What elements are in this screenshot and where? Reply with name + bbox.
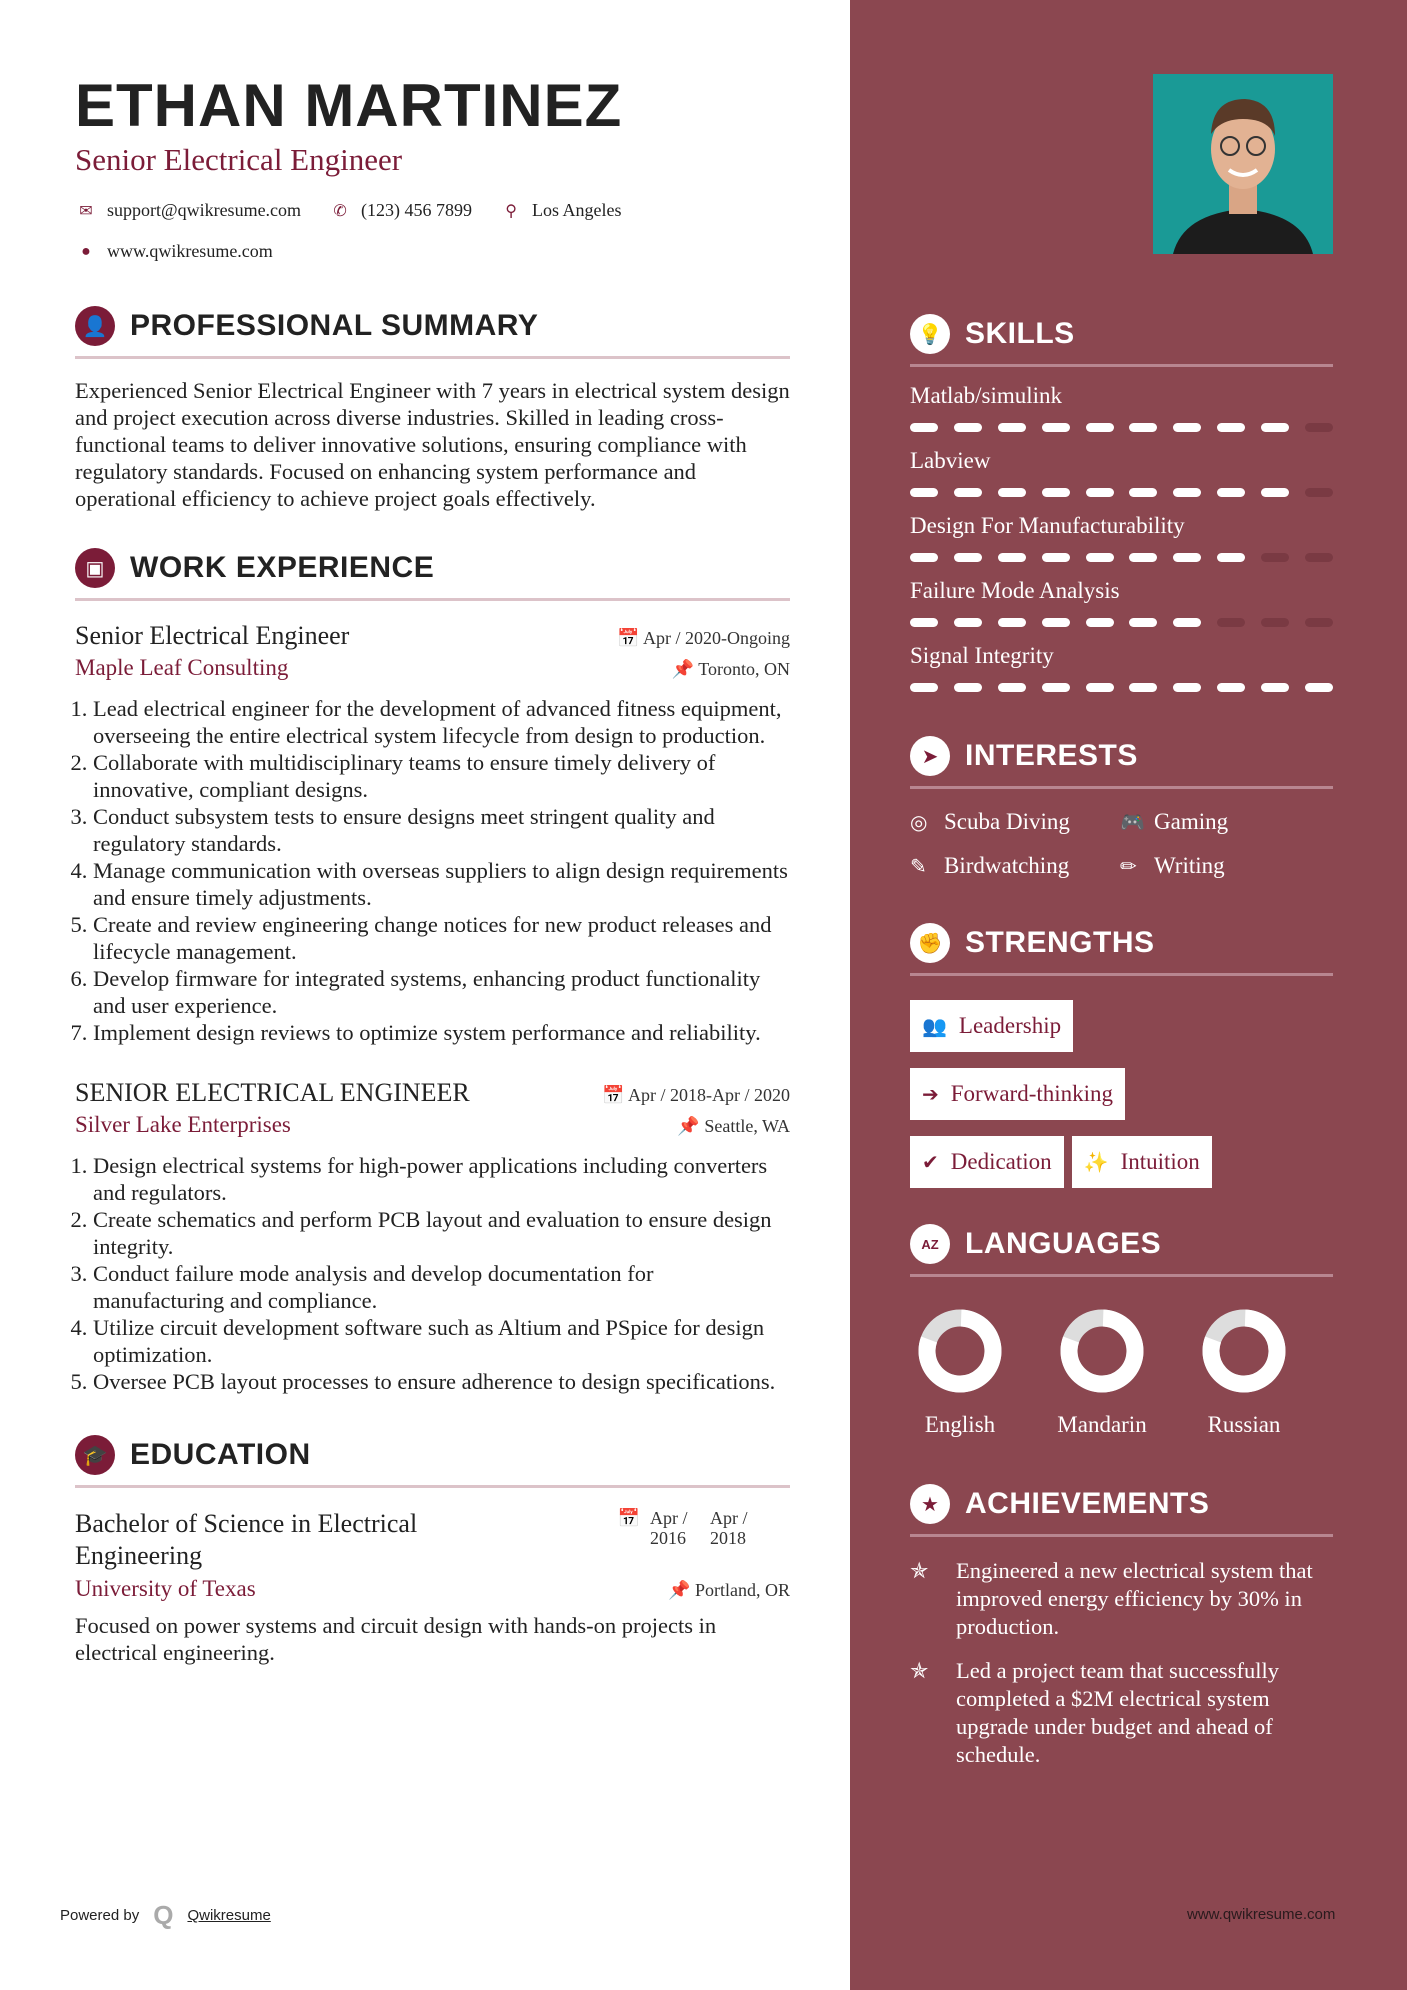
skill-name: Failure Mode Analysis	[910, 578, 1120, 603]
star-icon: ✯	[910, 1658, 929, 1683]
list-item: 4. Manage communication with overseas suppliers to align design requirements and ensure timely adjustments.	[93, 857, 790, 911]
achievement-item	[910, 1557, 1333, 1641]
list-item: 2. Collaborate with multidisciplinary teams to ensure timely delivery of innovative, compliant designs.	[93, 749, 790, 803]
education-dates	[618, 1508, 760, 1548]
list-item: 5. Create and review engineering change notices for new product releases and lifecycle management.	[93, 911, 790, 965]
skill-dash-filled	[1129, 553, 1157, 562]
skill-dash-filled	[954, 488, 982, 497]
list-item: 2. Create schematics and perform PCB layout and evaluation to ensure design integrity.	[93, 1206, 790, 1260]
skill-dash-filled	[910, 488, 938, 497]
list-item: 3. Conduct subsystem tests to ensure designs meet stringent quality and regulatory standards.	[93, 803, 790, 857]
skill-dash-empty	[1305, 488, 1333, 497]
skill-dash-filled	[1086, 553, 1114, 562]
interest-label: Birdwatching	[944, 853, 1070, 878]
skill-dash-filled	[954, 618, 982, 627]
map-marker-icon: ⚲	[505, 202, 517, 220]
skill-dash-filled	[998, 488, 1026, 497]
footer-website[interactable]: www.qwikresume.com	[1187, 1906, 1336, 1923]
skill-item	[910, 383, 1333, 432]
section-title: STRENGTHS	[965, 926, 1155, 959]
responsibilities	[75, 695, 790, 1046]
job-location	[677, 1116, 790, 1137]
skill-level-bar	[910, 553, 1333, 562]
skill-dash-filled	[998, 618, 1026, 627]
education-location	[668, 1580, 790, 1601]
language-donut	[1060, 1309, 1144, 1393]
skill-dash-filled	[998, 683, 1026, 692]
interest-item	[910, 809, 1120, 835]
skill-level-bar	[910, 618, 1333, 627]
date-text: Apr / 2018-Apr / 2020	[628, 1085, 790, 1105]
skill-dash-empty	[1305, 423, 1333, 432]
job-title: Senior Electrical Engineer	[75, 621, 350, 650]
skill-dash-filled	[1261, 488, 1289, 497]
person-photo-icon	[1153, 74, 1333, 254]
skill-dash-filled	[1261, 423, 1289, 432]
location-text: Portland, OR	[694, 1580, 790, 1600]
skill-name: Design For Manufacturability	[910, 513, 1185, 538]
skill-item	[910, 578, 1333, 627]
skill-dash-filled	[1173, 488, 1201, 497]
skill-dash-filled	[1217, 553, 1245, 562]
language-item	[1057, 1309, 1147, 1438]
language-name: Russian	[1207, 1412, 1281, 1437]
strengths-heading	[910, 923, 1333, 976]
skill-dash-filled	[954, 553, 982, 562]
skill-name: Signal Integrity	[910, 643, 1054, 668]
skill-item	[910, 643, 1333, 692]
location-text: Toronto, ON	[698, 659, 790, 679]
skill-dash-filled	[1129, 683, 1157, 692]
skill-dash-empty	[1305, 618, 1333, 627]
job-dates	[617, 628, 790, 649]
education-description: Focused on power systems and circuit design with hands-on projects in electrical engineering.	[75, 1613, 717, 1665]
job-title: Senior Electrical Engineer	[75, 142, 403, 177]
skill-dash-filled	[1042, 618, 1070, 627]
phone-icon: ✆	[333, 202, 347, 220]
interest-item	[1120, 809, 1320, 835]
calendar-icon: 📅	[617, 628, 643, 648]
section-title: WORK EXPERIENCE	[130, 551, 435, 584]
candidate-name: ETHAN MARTINEZ	[75, 72, 623, 139]
strength-tag	[1072, 1136, 1212, 1188]
website[interactable]: www.qwikresume.com	[107, 241, 273, 261]
contact-row	[75, 200, 790, 221]
education-entry	[75, 1508, 790, 1666]
interest-label: Scuba Diving	[944, 809, 1070, 834]
interest-item	[1120, 853, 1320, 879]
arrow-right-icon: ➔	[922, 1083, 939, 1106]
responsibilities	[75, 1152, 790, 1395]
skill-dash-filled	[1129, 423, 1157, 432]
strength-label: Intuition	[1120, 1149, 1200, 1174]
skill-dash-filled	[1217, 683, 1245, 692]
star-icon: ✯	[910, 1558, 929, 1583]
skills-heading	[910, 314, 1333, 367]
strength-label: Forward-thinking	[950, 1081, 1114, 1106]
company: Maple Leaf Consulting	[75, 655, 289, 680]
skill-dash-filled	[1042, 683, 1070, 692]
calendar-icon: 📅	[602, 1085, 629, 1105]
skill-dash-filled	[954, 683, 982, 692]
list-item: 1. Lead electrical engineer for the development of advanced fitness equipment, overseeing the entire electrical system lifecycle from design to production.	[93, 695, 790, 749]
skill-dash-filled	[910, 683, 938, 692]
skill-dash-filled	[910, 423, 938, 432]
pin-icon: 📌	[671, 659, 699, 679]
skill-dash-filled	[1042, 423, 1070, 432]
life-ring-icon: ◎	[910, 812, 928, 834]
envelope-icon: ✉	[79, 202, 93, 220]
job-entry	[75, 621, 790, 1046]
languages-heading	[910, 1224, 1333, 1277]
language-name: Mandarin	[1057, 1412, 1147, 1437]
qwikresume-logo-icon: Q	[153, 1900, 174, 1930]
fist-icon: ✊	[910, 923, 950, 963]
skill-dash-empty	[1217, 618, 1245, 627]
summary-text: Experienced Senior Electrical Engineer with 7 years in electrical system design and project execution across diverse industries. Skilled in leading cross-functional teams to deliver innovative solutions, ensuring compliance with regulatory standards. Focused on enhancing system performance and operational efficiency to achieve project goals effectively.	[75, 378, 790, 511]
list-item: 6. Develop firmware for integrated systems, enhancing product functionality and user experience.	[93, 965, 790, 1019]
skill-dash-filled	[1217, 488, 1245, 497]
calendar-icon: 📅	[617, 1508, 640, 1528]
email[interactable]: support@qwikresume.com	[107, 200, 302, 220]
skill-dash-filled	[1305, 683, 1333, 692]
section-title: INTERESTS	[965, 739, 1138, 772]
skill-dash-empty	[1261, 553, 1289, 562]
skill-dash-empty	[1261, 618, 1289, 627]
school: University of Texas	[75, 1576, 256, 1601]
language-item	[1202, 1309, 1286, 1438]
magic-wand-icon: ✨	[1083, 1151, 1109, 1174]
achievements-heading	[910, 1484, 1333, 1537]
job-dates	[602, 1085, 790, 1106]
strength-label: Dedication	[950, 1149, 1052, 1174]
degree: Bachelor of Science in Electrical Engineering	[75, 1509, 418, 1570]
strength-tag	[910, 1000, 1073, 1052]
interest-item	[910, 853, 1120, 879]
user-icon: 👤	[75, 306, 115, 346]
skill-item	[910, 513, 1333, 562]
interest-label: Writing	[1154, 853, 1225, 878]
language-item	[918, 1309, 1002, 1438]
graduation-icon: 🎓	[75, 1435, 115, 1475]
list-item: 7. Implement design reviews to optimize system performance and reliability.	[93, 1019, 790, 1046]
language-name: English	[924, 1412, 996, 1437]
globe-icon: ●	[81, 242, 91, 260]
edit-icon: ✎	[910, 856, 927, 878]
strength-label: Leadership	[958, 1013, 1062, 1038]
location: Los Angeles	[532, 200, 622, 220]
skill-dash-filled	[910, 618, 938, 627]
language-donut	[918, 1309, 1002, 1393]
skill-dash-filled	[1173, 618, 1201, 627]
section-title: ACHIEVEMENTS	[965, 1487, 1210, 1520]
skill-dash-filled	[1173, 553, 1201, 562]
company: Silver Lake Enterprises	[75, 1112, 291, 1137]
paper-plane-icon: ➤	[910, 736, 950, 776]
check-circle-icon: ✔	[922, 1151, 939, 1174]
skill-dash-filled	[998, 423, 1026, 432]
achievement-text: Engineered a new electrical system that improved energy efficiency by 30% in production.	[956, 1558, 1313, 1639]
language-icon: AZ	[910, 1224, 950, 1264]
strength-tag	[910, 1136, 1064, 1188]
sidebar	[850, 0, 1407, 1990]
achievement-text: Led a project team that successfully completed a $2M electrical system upgrade under budget and ahead of schedule.	[956, 1658, 1279, 1767]
skill-dash-filled	[954, 423, 982, 432]
skill-dash-filled	[1086, 683, 1114, 692]
skill-name: Labview	[910, 448, 991, 473]
job-title: SENIOR ELECTRICAL ENGINEER	[75, 1078, 470, 1107]
list-item: 3. Conduct failure mode analysis and develop documentation for manufacturing and compliance.	[93, 1260, 790, 1314]
summary-heading	[75, 306, 790, 359]
skill-level-bar	[910, 488, 1333, 497]
strength-tag	[910, 1068, 1125, 1120]
skill-name: Matlab/simulink	[910, 383, 1063, 408]
list-item: 4. Utilize circuit development software such as Altium and PSpice for design optimization.	[93, 1314, 790, 1368]
skill-dash-filled	[1217, 423, 1245, 432]
skill-item	[910, 448, 1333, 497]
skill-level-bar	[910, 423, 1333, 432]
pin-icon: 📌	[677, 1116, 705, 1136]
brand-link[interactable]: Qwikresume	[187, 1907, 271, 1924]
interests-heading	[910, 736, 1333, 789]
skill-dash-filled	[998, 553, 1026, 562]
job-entry	[75, 1078, 790, 1395]
skill-dash-filled	[1086, 488, 1114, 497]
section-title: PROFESSIONAL SUMMARY	[130, 309, 539, 342]
end-date: Apr / 2018	[710, 1508, 748, 1548]
phone: (123) 456 7899	[361, 200, 473, 220]
pencil-icon: ✏	[1120, 856, 1137, 878]
website-row	[75, 241, 790, 262]
profile-photo	[1153, 74, 1333, 254]
footer-left	[60, 1900, 271, 1931]
list-item: 5. Oversee PCB layout processes to ensure adherence to design specifications.	[93, 1368, 790, 1395]
skill-dash-filled	[1086, 423, 1114, 432]
skill-dash-filled	[1086, 618, 1114, 627]
education-heading	[75, 1435, 790, 1488]
location-text: Seattle, WA	[704, 1116, 790, 1136]
start-date: Apr / 2016	[650, 1508, 688, 1548]
briefcase-icon: ▣	[75, 548, 115, 588]
language-donut	[1202, 1309, 1286, 1393]
skill-dash-filled	[1042, 488, 1070, 497]
users-icon: 👥	[922, 1015, 947, 1038]
skill-dash-filled	[910, 553, 938, 562]
gamepad-icon: 🎮	[1120, 812, 1145, 834]
skill-dash-filled	[1129, 618, 1157, 627]
interest-label: Gaming	[1154, 809, 1229, 834]
achievement-item	[910, 1657, 1333, 1769]
lightbulb-icon: 💡	[910, 314, 950, 354]
skill-dash-filled	[1261, 683, 1289, 692]
skill-dash-filled	[1129, 488, 1157, 497]
powered-by: Powered by	[60, 1907, 140, 1924]
skill-dash-filled	[1042, 553, 1070, 562]
skill-dash-empty	[1305, 553, 1333, 562]
section-title: SKILLS	[965, 317, 1075, 350]
section-title: LANGUAGES	[965, 1227, 1162, 1260]
pin-icon: 📌	[668, 1580, 695, 1600]
skill-dash-filled	[1173, 683, 1201, 692]
job-location	[672, 659, 790, 680]
list-item: 1. Design electrical systems for high-power applications including converters and regulators.	[93, 1152, 790, 1206]
work-heading	[75, 548, 790, 601]
star-badge-icon: ★	[910, 1484, 950, 1524]
section-title: EDUCATION	[130, 1438, 311, 1471]
date-text: Apr / 2020-Ongoing	[643, 628, 790, 648]
skill-level-bar	[910, 683, 1333, 692]
skill-dash-filled	[1173, 423, 1201, 432]
